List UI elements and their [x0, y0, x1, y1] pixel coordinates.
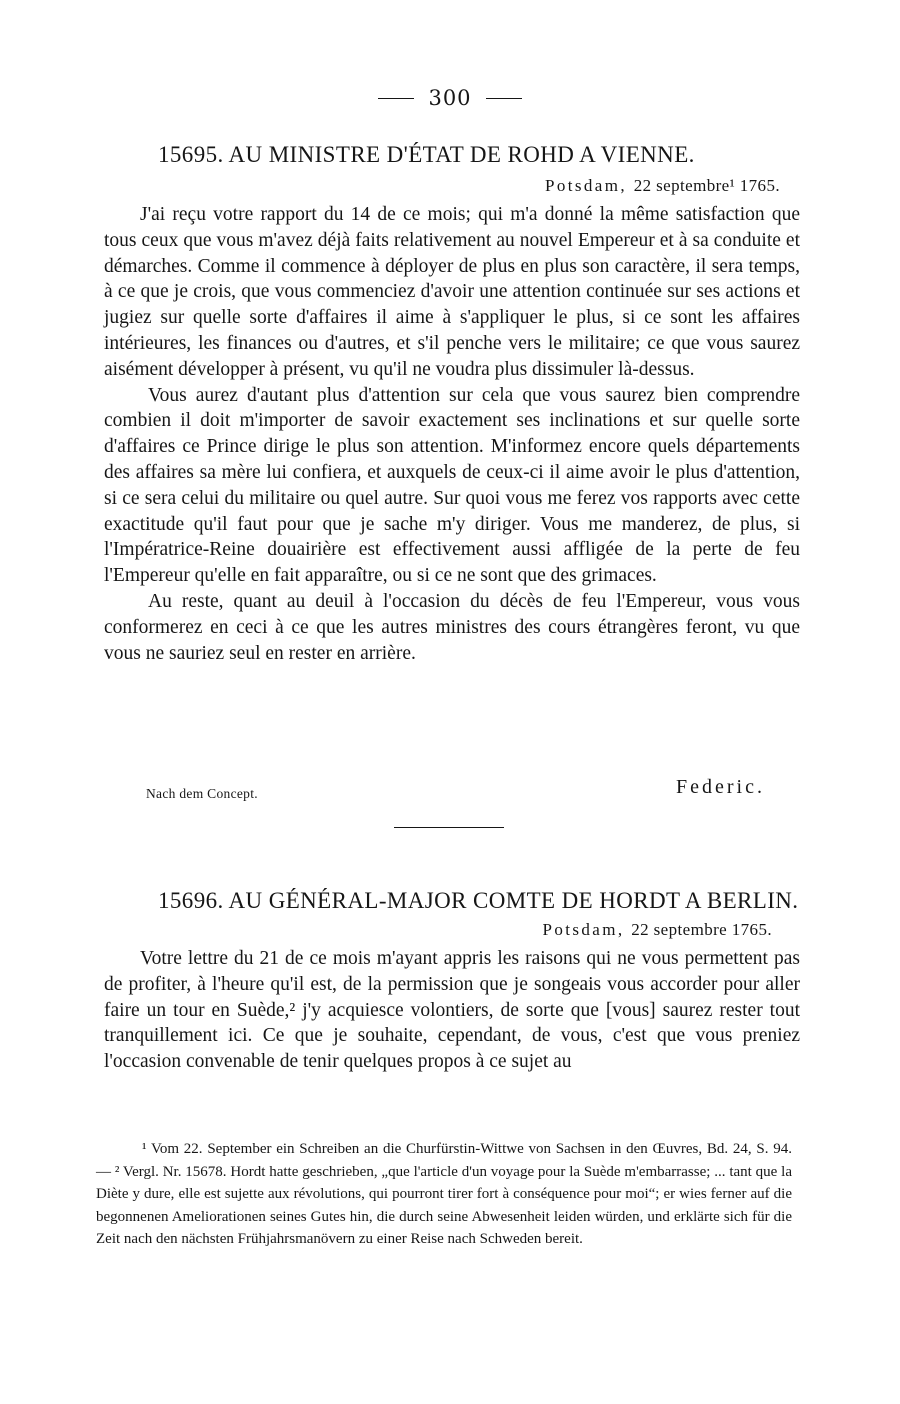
signature: Federic. [676, 776, 765, 798]
footnotes [96, 1138, 792, 1251]
footnote: ¹ Vom 22. September ein Schreiben an die Churfürstin-Wittwe von Sachsen in den Œuvres, Bd. 24, S. 94. — ² Vergl. Nr. 15678. Hordt hatte geschrieben, „que l'article d'un voyage pour la Suède m'embarrasse; ... tant que la Diète y dure, elle est sujette aux révolutions, qui pourront tirer fort à conséquence pour moi“; er wies ferner auf die begonnenen Ameliorationen seines Gutes hin, die durch seine Abwesenheit leiden würden, und erklärte sich für die Zeit nach den nächsten Frühjahrsmanövern zu einer Reise nach Schweden bereit. [96, 1141, 792, 1248]
paragraph: Votre lettre du 21 de ce mois m'ayant appris les raisons qui ne vous permettent pas de profiter, à l'heure qu'il est, de la permission que je songeais vous accorder pour aller faire un tour en Suède,² j'y acquiesce volontiers, de sorte que [vous] saurez rester tout tranquillement ici. Ce que je souhaite, cependant, de vous, c'est que vous preniez l'occasion convenable de tenir quelques propos à ce sujet au [104, 948, 800, 1073]
page-number: 300 [428, 86, 472, 110]
paragraph: J'ai reçu votre rapport du 14 de ce mois; qui m'a donné la même satisfaction que tous ceux que vous m'avez déjà faits relativement au nouvel Empereur et à sa conduite et démarches. Comme il commence à déployer de plus en plus son caractère, il sera temps, à ce que je crois, que vous commenciez d'avoir une attention continuée sur ses actions et jugiez sur quelle sorte d'affaires il aime à s'appliquer le plus, si ce sont les affaires intérieures, les finances ou d'autres, et s'il penche vers le militaire; ce que vous saurez aisément développer à présent, vu qu'il ne voudra plus dissimuler là-dessus. [104, 204, 800, 380]
dateline-place: Potsdam, [545, 176, 628, 195]
dateline-15695 [545, 176, 780, 196]
source-note: Nach dem Concept. [146, 786, 258, 801]
paragraph: Au reste, quant au deuil à l'occasion du décès de feu l'Empereur, vous vous conformerez en ceci à ce que les autres ministres des cours étrangères feront, vu que vous ne sauriez seul en rester en arrière. [104, 590, 800, 664]
header-dash-left [378, 98, 414, 99]
page-header [0, 86, 900, 110]
letter-heading-15696: 15696. AU GÉNÉRAL-MAJOR COMTE DE HORDT A BERLIN. [158, 888, 799, 913]
letter-heading-15695: 15695. AU MINISTRE D'ÉTAT DE ROHD A VIENNE. [158, 142, 695, 167]
letter-body-15696 [104, 946, 800, 1075]
letter-body-15695 [104, 202, 800, 666]
header-dash-right [486, 98, 522, 99]
dateline-date: 22 septembre 1765. [631, 920, 772, 939]
section-separator [394, 827, 504, 828]
dateline-date: 22 septembre¹ 1765. [633, 176, 780, 195]
dateline-15696 [543, 920, 772, 940]
paragraph: Vous aurez d'autant plus d'attention sur cela que vous saurez bien comprendre combien il doit m'importer de savoir exactement ses inclinations et sur quelle sorte d'affaires ce Prince dirige le plus son attention. M'informez encore quels départements des affaires sa mère lui confiera, et auxquels de ceux-ci il aime avoir le plus d'attention, si ce sera celui du militaire ou quel autre. Sur quoi vous me ferez vos rapports avec cette exactitude qu'il faut pour que je sache m'y diriger. Vous me manderez, de plus, si l'Impératrice-Reine douairière est effectivement aussi affligée de la perte de feu l'Empereur qu'elle en fait apparaître, ou si ce ne sont que des grimaces. [104, 384, 800, 587]
dateline-place: Potsdam, [542, 920, 625, 939]
